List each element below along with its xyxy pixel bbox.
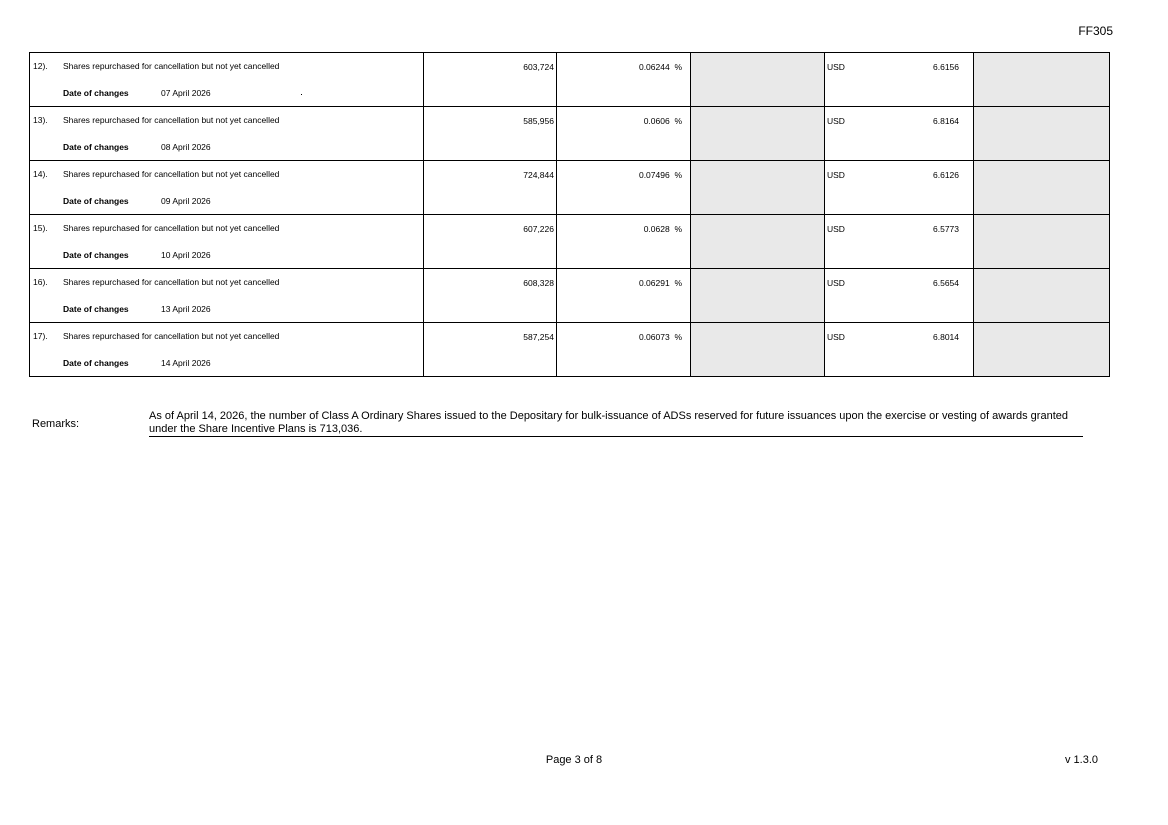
percent-value: 0.0628 bbox=[643, 224, 670, 234]
greyed-cell bbox=[974, 107, 1110, 161]
remarks-text: As of April 14, 2026, the number of Class A Ordinary Shares issued to the Depositary for bulk-issuance of ADSs reserved for future issuances upon the exercise or vesting of awards granted under the Share Incentive Plans is 713,036. bbox=[149, 410, 1083, 437]
row-number: 17). bbox=[33, 331, 48, 341]
row-description: Shares repurchased for cancellation but not yet cancelled bbox=[63, 169, 280, 179]
row-number: 12). bbox=[33, 61, 48, 71]
shares-cell bbox=[424, 107, 557, 161]
description-cell bbox=[30, 215, 424, 269]
percent-value: 0.07496 bbox=[638, 170, 670, 180]
greyed-cell bbox=[691, 323, 825, 377]
currency: USD bbox=[827, 332, 845, 342]
percent-cell bbox=[557, 323, 691, 377]
shares-cell bbox=[424, 215, 557, 269]
percent-unit: % bbox=[674, 170, 682, 180]
greyed-cell bbox=[974, 215, 1110, 269]
date-of-changes-label: Date of changes bbox=[63, 250, 129, 260]
greyed-cell bbox=[691, 107, 825, 161]
percent-unit: % bbox=[674, 224, 682, 234]
share-changes-table bbox=[29, 52, 1110, 377]
price-cell bbox=[825, 161, 974, 215]
percent-cell bbox=[557, 53, 691, 107]
shares-cell bbox=[424, 269, 557, 323]
shares-value: 587,254 bbox=[523, 332, 554, 342]
price-cell bbox=[825, 107, 974, 161]
table-row bbox=[30, 323, 1110, 377]
price-cell bbox=[825, 269, 974, 323]
description-cell bbox=[30, 269, 424, 323]
percent-unit: % bbox=[674, 278, 682, 288]
date-of-changes-value: 13 April 2026 bbox=[161, 304, 211, 314]
row-number: 15). bbox=[33, 223, 48, 233]
stray-mark bbox=[301, 94, 302, 95]
greyed-cell bbox=[691, 161, 825, 215]
price-value: 6.6156 bbox=[933, 62, 959, 72]
shares-cell bbox=[424, 161, 557, 215]
price-value: 6.5773 bbox=[933, 224, 959, 234]
row-description: Shares repurchased for cancellation but not yet cancelled bbox=[63, 277, 280, 287]
price-cell bbox=[825, 53, 974, 107]
percent-unit: % bbox=[674, 62, 682, 72]
greyed-cell bbox=[691, 53, 825, 107]
greyed-cell bbox=[691, 269, 825, 323]
greyed-cell bbox=[974, 269, 1110, 323]
date-of-changes-value: 10 April 2026 bbox=[161, 250, 211, 260]
percent-cell bbox=[557, 161, 691, 215]
percent-cell bbox=[557, 269, 691, 323]
date-of-changes-label: Date of changes bbox=[63, 88, 129, 98]
shares-cell bbox=[424, 53, 557, 107]
description-cell bbox=[30, 107, 424, 161]
description-cell bbox=[30, 53, 424, 107]
price-value: 6.8014 bbox=[933, 332, 959, 342]
greyed-cell bbox=[974, 53, 1110, 107]
price-cell bbox=[825, 215, 974, 269]
table-row bbox=[30, 107, 1110, 161]
percent-unit: % bbox=[674, 116, 682, 126]
table-row bbox=[30, 53, 1110, 107]
date-of-changes-label: Date of changes bbox=[63, 142, 129, 152]
version-label: v 1.3.0 bbox=[1064, 754, 1098, 766]
description-cell bbox=[30, 161, 424, 215]
shares-cell bbox=[424, 323, 557, 377]
row-description: Shares repurchased for cancellation but not yet cancelled bbox=[63, 223, 280, 233]
date-of-changes-label: Date of changes bbox=[63, 196, 129, 206]
date-of-changes-value: 07 April 2026 bbox=[161, 88, 211, 98]
date-of-changes-value: 14 April 2026 bbox=[161, 358, 211, 368]
row-description: Shares repurchased for cancellation but not yet cancelled bbox=[63, 331, 280, 341]
shares-value: 724,844 bbox=[523, 170, 554, 180]
date-of-changes-value: 08 April 2026 bbox=[161, 142, 211, 152]
description-cell bbox=[30, 323, 424, 377]
percent-cell bbox=[557, 215, 691, 269]
greyed-cell bbox=[974, 161, 1110, 215]
shares-value: 608,328 bbox=[523, 278, 554, 288]
price-value: 6.5654 bbox=[933, 278, 959, 288]
row-number: 16). bbox=[33, 277, 48, 287]
date-of-changes-label: Date of changes bbox=[63, 358, 129, 368]
shares-value: 585,956 bbox=[523, 116, 554, 126]
percent-value: 0.06291 bbox=[638, 278, 670, 288]
percent-value: 0.0606 bbox=[643, 116, 670, 126]
greyed-cell bbox=[691, 215, 825, 269]
percent-value: 0.06073 bbox=[638, 332, 670, 342]
currency: USD bbox=[827, 278, 845, 288]
currency: USD bbox=[827, 224, 845, 234]
currency: USD bbox=[827, 62, 845, 72]
row-description: Shares repurchased for cancellation but not yet cancelled bbox=[63, 61, 280, 71]
table-row bbox=[30, 161, 1110, 215]
page-number: Page 3 of 8 bbox=[545, 754, 603, 766]
price-cell bbox=[825, 323, 974, 377]
table-row bbox=[30, 269, 1110, 323]
currency: USD bbox=[827, 116, 845, 126]
row-number: 13). bbox=[33, 115, 48, 125]
price-value: 6.8164 bbox=[933, 116, 959, 126]
form-code: FF305 bbox=[1078, 24, 1113, 38]
row-number: 14). bbox=[33, 169, 48, 179]
shares-value: 603,724 bbox=[523, 62, 554, 72]
greyed-cell bbox=[974, 323, 1110, 377]
row-description: Shares repurchased for cancellation but not yet cancelled bbox=[63, 115, 280, 125]
currency: USD bbox=[827, 170, 845, 180]
percent-value: 0.06244 bbox=[638, 62, 670, 72]
table-row bbox=[30, 215, 1110, 269]
percent-cell bbox=[557, 107, 691, 161]
shares-value: 607,226 bbox=[523, 224, 554, 234]
date-of-changes-value: 09 April 2026 bbox=[161, 196, 211, 206]
percent-unit: % bbox=[674, 332, 682, 342]
price-value: 6.6126 bbox=[933, 170, 959, 180]
date-of-changes-label: Date of changes bbox=[63, 304, 129, 314]
remarks-label: Remarks: bbox=[32, 418, 80, 430]
